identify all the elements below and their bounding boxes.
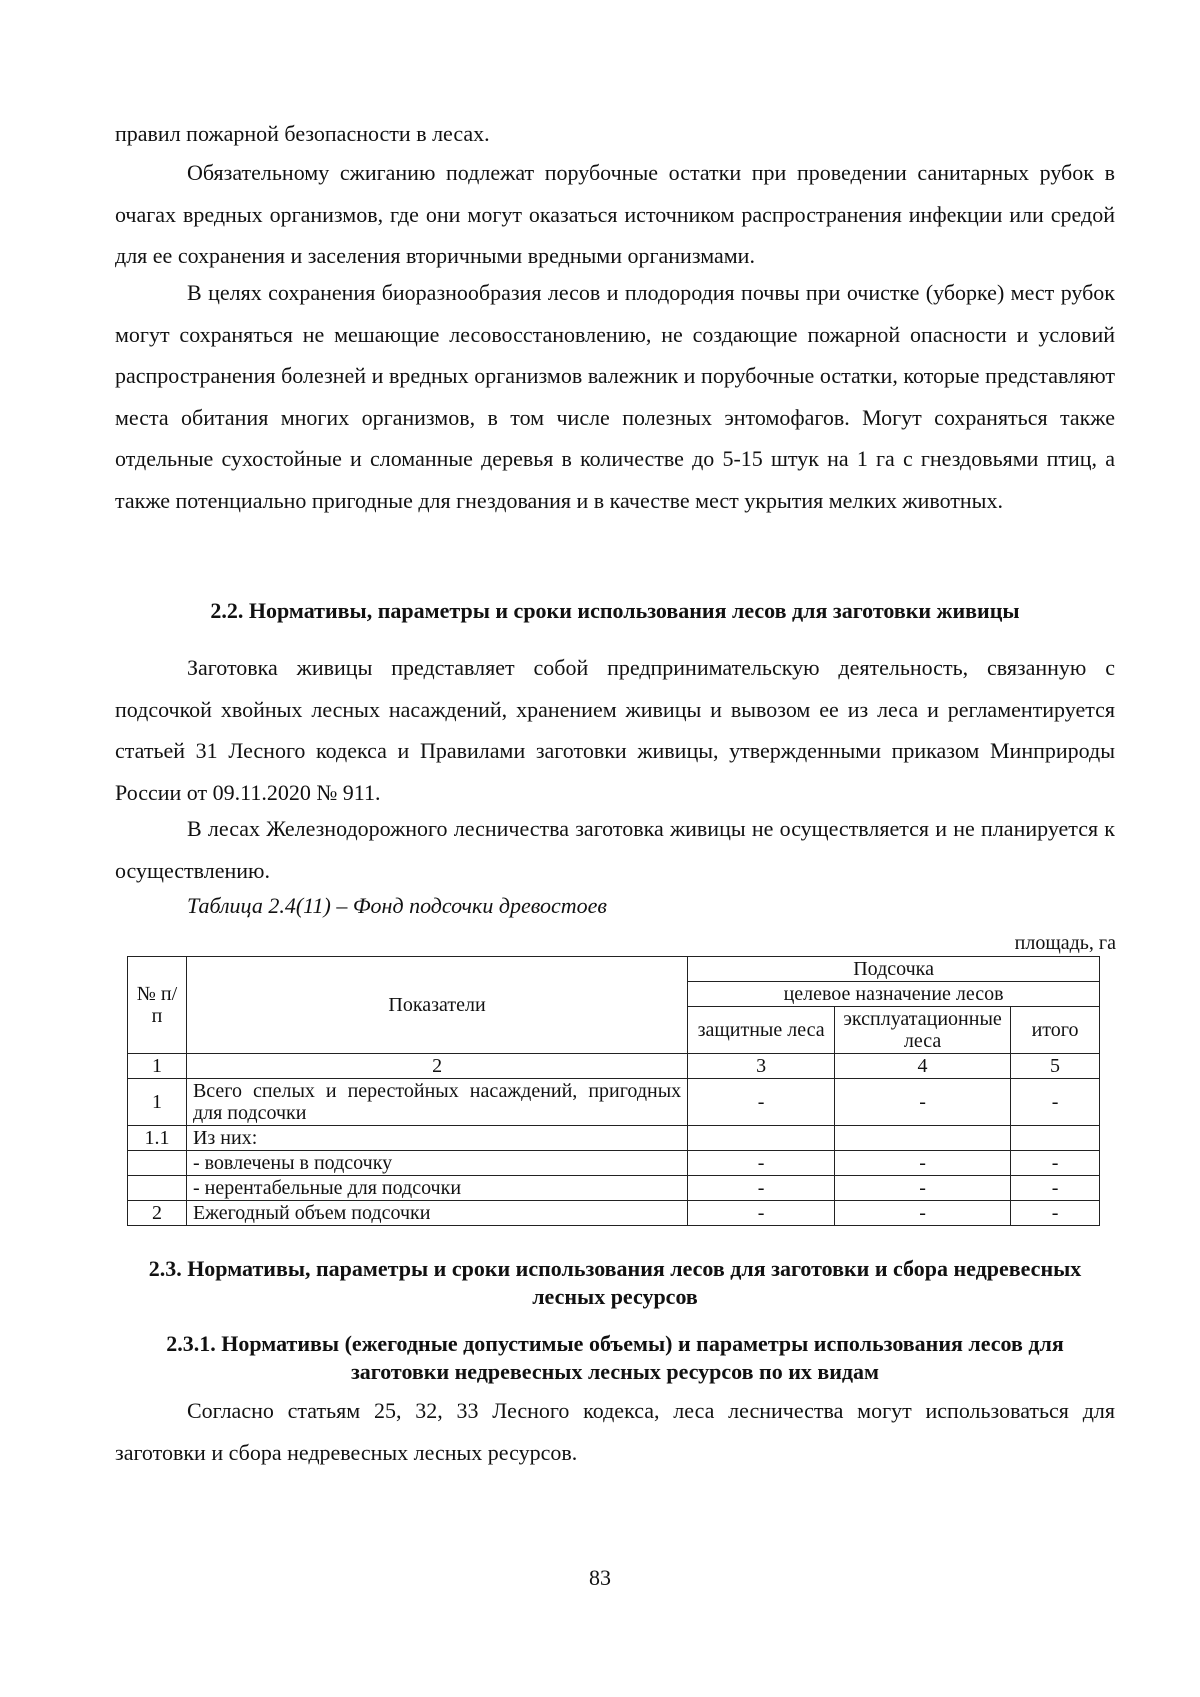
row-num: 2 — [128, 1201, 187, 1226]
paragraph-biodiversity: В целях сохранения биоразнообразия лесов и плодородия почвы при очистке (уборке) мест рубок могут сохраняться не мешающие лесовосстановлению, не создающие пожарной опасности и условий распространения болезней и вредных организмов валежник и порубочные остатки, которые представляют места обитания многих организмов, в том числе полезных энтомофагов. Могут сохраняться также отдельные сухостойные и сломанные деревья в количестве до 5-15 штук на 1 га с гнездовьями птиц, а также потенциально пригодные для гнездования и в качестве мест укрытия мелких животных. — [115, 280, 1115, 513]
page-number: 83 — [589, 1565, 611, 1590]
row-value-total: - — [1011, 1079, 1100, 1126]
paragraph-mandatory-burning: Обязательному сжиганию подлежат порубочные остатки при проведении санитарных рубок в очагах вредных организмов, где они могут оказаться источником распространения инфекции или средой для ее сохранения и заселения вторичными вредными организмами. — [115, 160, 1115, 268]
header-protective: защитные леса — [688, 1007, 835, 1054]
paragraph-resin-harvesting: Заготовка живицы представляет собой предпринимательскую деятельность, связанную с подсочкой хвойных лесных насаждений, хранением живицы и вывозом ее из леса и регламентируется статьей 31 Лесного кодекса и Правилами заготовки живицы, утвержденными приказом Минприроды России от 09.11.2020 № 911. — [115, 655, 1115, 805]
table-row — [128, 1201, 1100, 1226]
header-group: Подсочка — [688, 957, 1100, 982]
table-units: площадь, га — [1014, 932, 1116, 954]
table-caption: Таблица 2.4(11) – Фонд подсочки древостоев — [187, 893, 607, 918]
header-exploitation: эксплуатационные леса — [835, 1007, 1011, 1054]
row-name: - вовлечены в подсочку — [186, 1151, 687, 1176]
table-column-numbers-row — [128, 1054, 1100, 1079]
row-value-exploitation: - — [835, 1151, 1011, 1176]
row-num — [128, 1176, 187, 1201]
table-header-row — [128, 957, 1100, 982]
row-value-exploitation: - — [835, 1079, 1011, 1126]
col-number: 5 — [1011, 1054, 1100, 1079]
col-number: 2 — [186, 1054, 687, 1079]
header-indicators: Показатели — [186, 957, 687, 1054]
heading-2-2: 2.2. Нормативы, параметры и сроки использования лесов для заготовки живицы — [210, 598, 1020, 623]
row-value-exploitation: - — [835, 1201, 1011, 1226]
row-value-protective: - — [688, 1151, 835, 1176]
row-value-protective: - — [688, 1176, 835, 1201]
row-value-total: - — [1011, 1201, 1100, 1226]
row-value-protective: - — [688, 1201, 835, 1226]
row-num: 1.1 — [128, 1126, 187, 1151]
row-num: 1 — [128, 1079, 187, 1126]
row-value-total: - — [1011, 1176, 1100, 1201]
row-value-exploitation — [835, 1126, 1011, 1151]
heading-2-3: 2.3. Нормативы, параметры и сроки использования лесов для заготовки и сбора недревесных лесных ресурсов — [148, 1256, 1082, 1309]
header-subgroup: целевое назначение лесов — [688, 982, 1100, 1007]
heading-2-3-1: 2.3.1. Нормативы (ежегодные допустимые объемы) и параметры использования лесов для заготовки недревесных лесных ресурсов по их видам — [166, 1331, 1064, 1384]
header-total: итого — [1011, 1007, 1100, 1054]
paragraph-non-timber-resources: Согласно статьям 25, 32, 33 Лесного кодекса, леса лесничества могут использоваться для заготовки и сбора недревесных лесных ресурсов. — [115, 1398, 1115, 1465]
paragraph-resin-not-planned: В лесах Железнодорожного лесничества заготовка живицы не осуществляется и не планируется к осуществлению. — [115, 816, 1115, 883]
row-num — [128, 1151, 187, 1176]
row-name: Из них: — [186, 1126, 687, 1151]
col-number: 4 — [835, 1054, 1011, 1079]
row-name: Всего спелых и перестойных насаждений, пригодных для подсочки — [186, 1079, 687, 1126]
table-row — [128, 1126, 1100, 1151]
row-name: Ежегодный объем подсочки — [186, 1201, 687, 1226]
col-number: 1 — [128, 1054, 187, 1079]
resin-tapping-fund-table — [127, 956, 1100, 1226]
row-name: - нерентабельные для подсочки — [186, 1176, 687, 1201]
table-row — [128, 1151, 1100, 1176]
row-value-exploitation: - — [835, 1176, 1011, 1201]
row-value-total — [1011, 1126, 1100, 1151]
col-number: 3 — [688, 1054, 835, 1079]
table-row — [128, 1079, 1100, 1126]
paragraph-fire-safety-end: правил пожарной безопасности в лесах. — [115, 121, 490, 146]
row-value-protective: - — [688, 1079, 835, 1126]
table-row — [128, 1176, 1100, 1201]
row-value-protective — [688, 1126, 835, 1151]
header-num: № п/п — [128, 957, 187, 1054]
row-value-total: - — [1011, 1151, 1100, 1176]
